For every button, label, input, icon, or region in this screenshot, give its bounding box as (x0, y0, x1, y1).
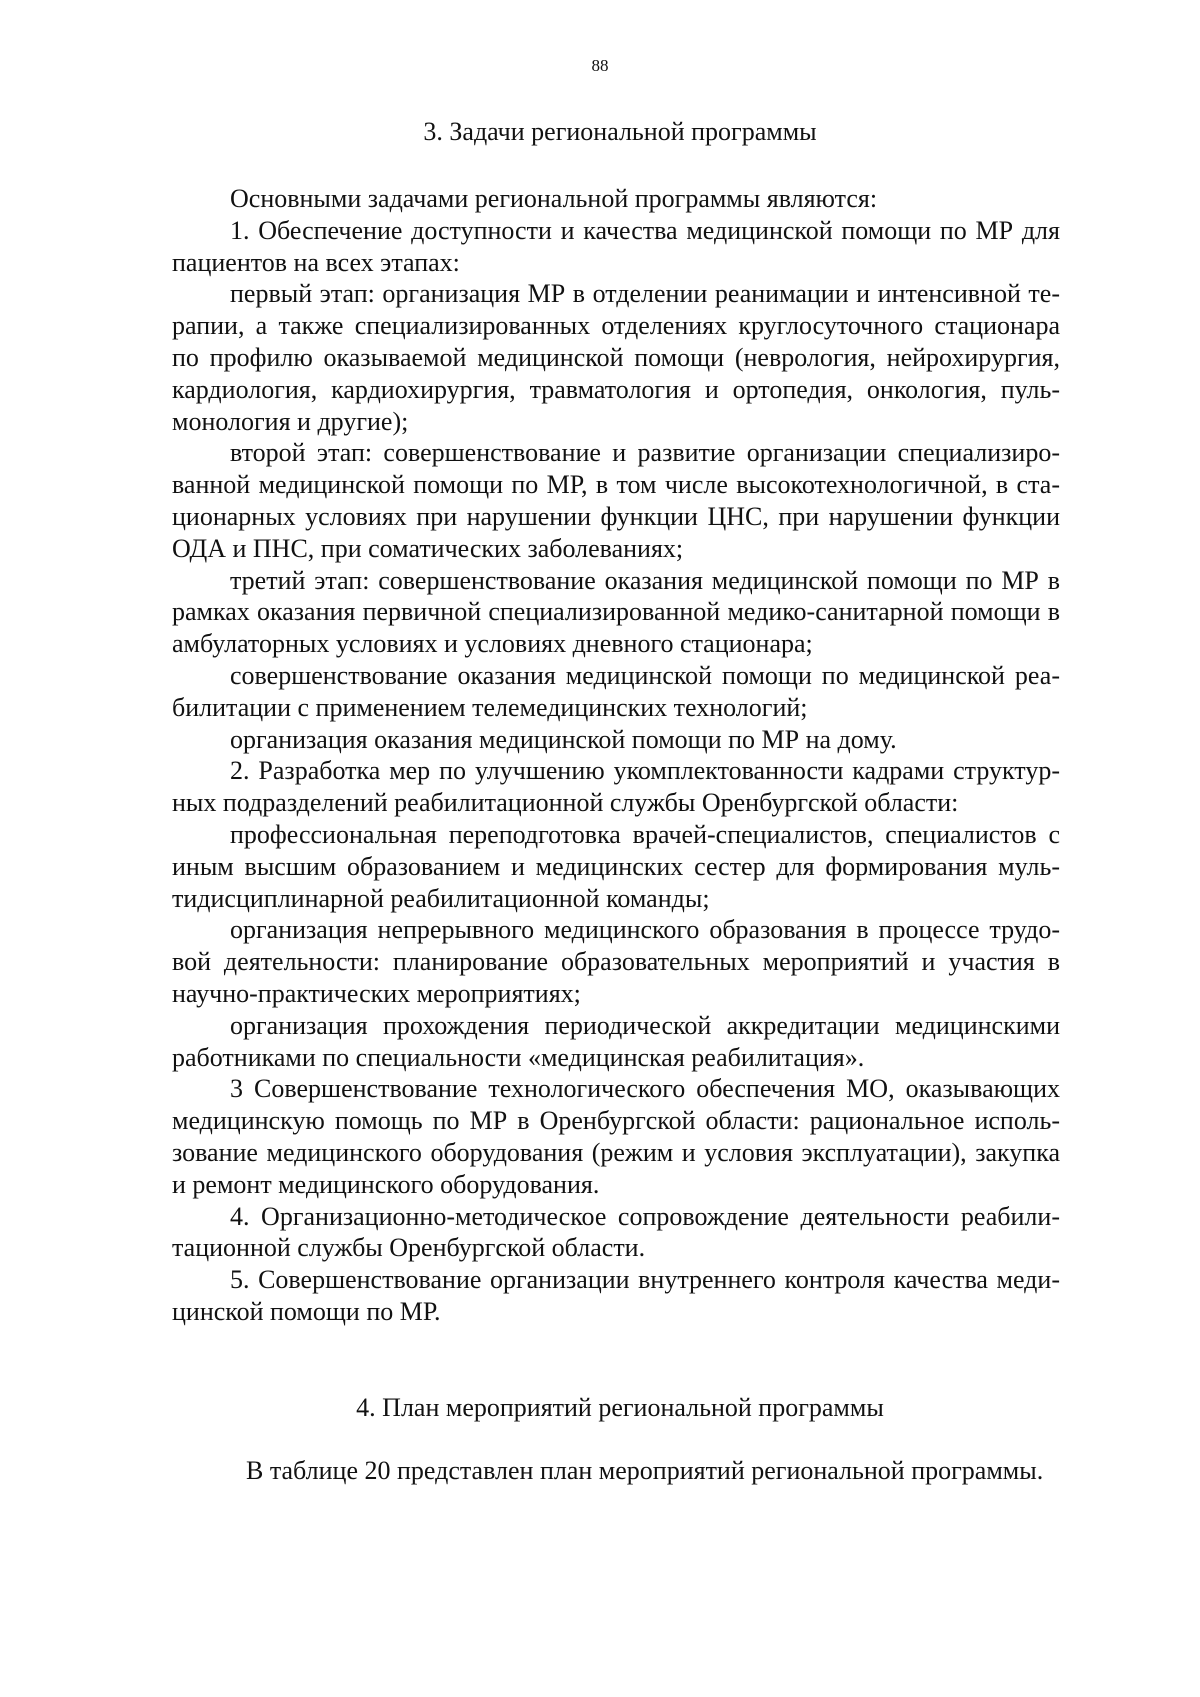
body-paragraph: второй этап: совершенствование и развитие организации специализированной медицинской помощи по МР, в том числе высокотехнологичной, в стационарных условиях при нарушении функции ЦНС, при нарушении функции ОДА и ПНС, при соматических заболеваниях; (172, 438, 1060, 563)
section-4-heading: 4. План мероприятий региональной программы (356, 1393, 884, 1422)
body-paragraph: совершенствование оказания медицинской помощи по медицинской реабилитации с применением телемедицинских технологий; (172, 660, 1060, 722)
body-paragraph: 2. Разработка мер по улучшению укомплектованности кадрами структурных подразделений реабилитационной службы Оренбургской области: (172, 756, 1060, 818)
body-paragraph: профессиональная переподготовка врачей-специалистов, специалистов с иным высшим образованием и медицинских сестер для формирования мультидисциплинарной реабилитационной команды; (172, 819, 1060, 913)
page-number: 88 (591, 56, 609, 75)
body-paragraph: первый этап: организация МР в отделении реанимации и интенсивной терапии, а также специализированных отделениях круглосуточного стационара по профилю оказываемой медицинской помощи (неврология, нейрохирургия, кардиология, кардиохирургия, травматология и ортопедия, онкология, пульмонология и другие); (172, 279, 1060, 436)
body-paragraph: организация прохождения периодической аккредитации медицинскими работниками по специальности «медицинская реабилитация». (172, 1010, 1060, 1072)
body-paragraph: организация оказания медицинской помощи по МР на дому. (230, 724, 897, 754)
body-paragraph: 3 Совершенствование технологического обеспечения МО, оказывающих медицинскую помощь по МР в Оренбургской области: рациональное использование медицинского оборудования (режим и условия эксплуатации), закупка и ремонт медицинского оборудования. (172, 1074, 1060, 1199)
section-3-heading: 3. Задачи региональной программы (423, 117, 817, 146)
body-paragraph: 1. Обеспечение доступности и качества медицинской помощи по МР для пациентов на всех этапах: (172, 215, 1060, 277)
body-paragraph: В таблице 20 представлен план мероприятий региональной программы. (246, 1456, 1044, 1485)
body-paragraph: 5. Совершенствование организации внутреннего контроля качества медицинской помощи по МР. (172, 1265, 1060, 1326)
body-paragraph: организация непрерывного медицинского образования в процессе трудовой деятельности: планирование образовательных мероприятий и участия в научно-практических мероприятиях; (172, 915, 1060, 1008)
body-paragraph: 4. Организационно-методическое сопровождение деятельности реабилитационной службы Оренбургской области. (172, 1201, 1060, 1263)
section-3-body (172, 183, 1060, 1328)
section-4-body (172, 1455, 1060, 1487)
body-paragraph: Основными задачами региональной программы являются: (230, 184, 878, 213)
body-paragraph: третий этап: совершенствование оказания медицинской помощи по МР в рамках оказания первичной специализированной медико-санитарной помощи в амбулаторных условиях и условиях дневного стационара; (172, 565, 1060, 659)
